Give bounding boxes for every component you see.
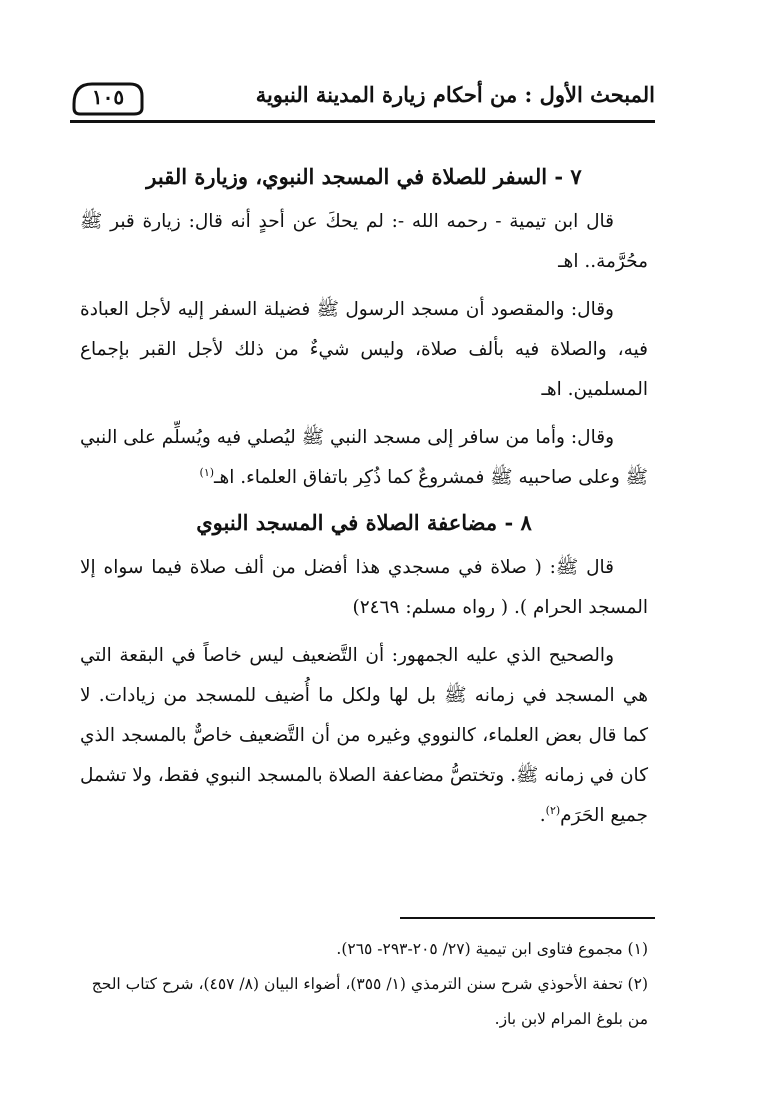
paragraph: وقال: والمقصود أن مسجد الرسول ﷺ فضيلة السفر إليه لأجل العبادة فيه، والصلاة فيه بألف صلاة، وليس شيءٌ من ذلك لأجل القبر بإجماع المسلمين. اهـ bbox=[80, 299, 648, 400]
footnotes bbox=[80, 932, 648, 1037]
footnote-ref: (٢) bbox=[545, 803, 561, 817]
paragraph-end: . bbox=[539, 805, 546, 826]
running-header bbox=[70, 78, 655, 122]
footnote-1: (١) مجموع فتاوى ابن تيمية (٢٧/ ٢٠٥-٢٩٣- ٢٦٥). bbox=[336, 940, 648, 958]
paragraph bbox=[80, 418, 648, 498]
page-body bbox=[80, 150, 648, 836]
footnote-ref: (١) bbox=[199, 465, 215, 479]
header-title: المبحث الأول : من أحكام زيارة المدينة النبوية bbox=[255, 82, 655, 107]
page-number-badge bbox=[70, 78, 146, 118]
paragraph: قال ابن تيمية - رحمه الله -: لم يحكَ عن أحدٍ أنه قال: زيارة قبر ﷺ محُرَّمة.. اهـ bbox=[80, 211, 648, 272]
section-heading-7: ٧ - السفر للصلاة في المسجد النبوي، وزيارة القبر bbox=[146, 164, 582, 189]
footnote-2-continuation: من بلوغ المرام لابن باز. bbox=[494, 1010, 648, 1028]
header-divider bbox=[70, 120, 655, 123]
paragraph-text: وقال: وأما من سافر إلى مسجد النبي ﷺ ليُصلي فيه ويُسلِّم على النبي ﷺ وعلى صاحبيه ﷺ فمشروعٌ كما ذُكِر باتفاق العلماء. اهـ bbox=[80, 427, 648, 488]
paragraph: قال ﷺ: ( صلاة في مسجدي هذا أفضل من ألف صلاة فيما سواه إلا المسجد الحرام ). ( رواه مسلم: ٢٤٦٩) bbox=[80, 557, 648, 618]
footnote-2: (٢) تحفة الأحوذي شرح سنن الترمذي (١/ ٣٥٥)، أضواء البيان (٨/ ٤٥٧)، شرح كتاب الحج bbox=[91, 975, 648, 993]
paragraph bbox=[80, 636, 648, 836]
footnote-divider bbox=[400, 917, 655, 919]
paragraph-text: والصحيح الذي عليه الجمهور: أن التَّضعيف ليس خاصاً في البقعة التي هي المسجد في زمانه ﷺ بل لها ولكل ما أُضيف للمسجد من زيادات. لا كما قال بعض العلماء، كالنووي وغيره من أن التَّضعيف خاصٌّ بالمسجد الذي كان في زمانه ﷺ. وتختصُّ مضاعفة الصلاة بالمسجد النبوي فقط، ولا تشمل جميع الحَرَم bbox=[80, 645, 648, 826]
page-number: ١٠٥ bbox=[91, 85, 125, 109]
section-heading-8: ٨ - مضاعفة الصلاة في المسجد النبوي bbox=[196, 510, 532, 535]
